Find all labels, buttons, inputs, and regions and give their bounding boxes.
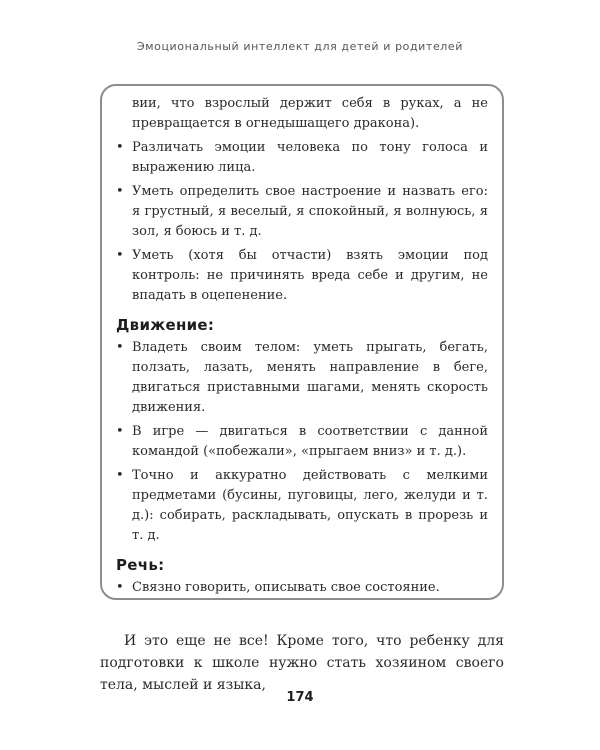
list-item: • В игре — двигаться в соответствии с данной командой («побежали», «прыгаем вниз» и т. д.). xyxy=(116,424,488,459)
continuation-text: вии, что взрослый держит себя в руках, а не превращается в огнедышащего дракона). xyxy=(132,96,488,131)
bullet-icon: • xyxy=(116,140,124,155)
list-item: • Владеть своим телом: уметь прыгать, бегать, ползать, лазать, менять направление в беге, двигаться приставными шагами, менять скорость движения. xyxy=(116,340,488,415)
bullet-icon: • xyxy=(116,424,124,439)
list-item: • Различать эмоции человека по тону голоса и выражению лица. xyxy=(116,140,488,175)
bullet-icon: • xyxy=(116,340,124,355)
bullet-icon: • xyxy=(116,468,124,483)
paragraph-text: И это еще не все! Кроме того, что ребенку для подготовки к школе нужно стать хозяином своего тела, мыслей и языка, xyxy=(100,633,504,693)
list-item: • Связно говорить, описывать свое состояние. xyxy=(116,578,488,598)
list-item: • Точно и аккуратно действовать с мелкими предметами (бусины, пуговицы, лего, желуди и т. д.): собирать, раскладывать, опускать в прорезь и т. д. xyxy=(116,468,488,543)
running-head: Эмоциональный интеллект для детей и родителей xyxy=(136,40,464,53)
bullet-icon: • xyxy=(116,184,124,199)
body-paragraph xyxy=(100,630,504,696)
page-number: 174 xyxy=(286,690,314,705)
speech-heading: Речь: xyxy=(116,556,165,574)
list-item: • Уметь (хотя бы отчасти) взять эмоции под контроль: не причинять вреда себе и другим, не впадать в оцепенение. xyxy=(116,248,488,303)
bullet-icon: • xyxy=(116,248,124,263)
bullet-icon: • xyxy=(116,580,124,595)
list-item: • Уметь определить свое настроение и назвать его: я грустный, я веселый, я спокойный, я волнуюсь, я зол, я боюсь и т. д. xyxy=(116,184,488,239)
skills-box xyxy=(100,84,504,600)
movement-heading: Движение: xyxy=(116,316,215,334)
